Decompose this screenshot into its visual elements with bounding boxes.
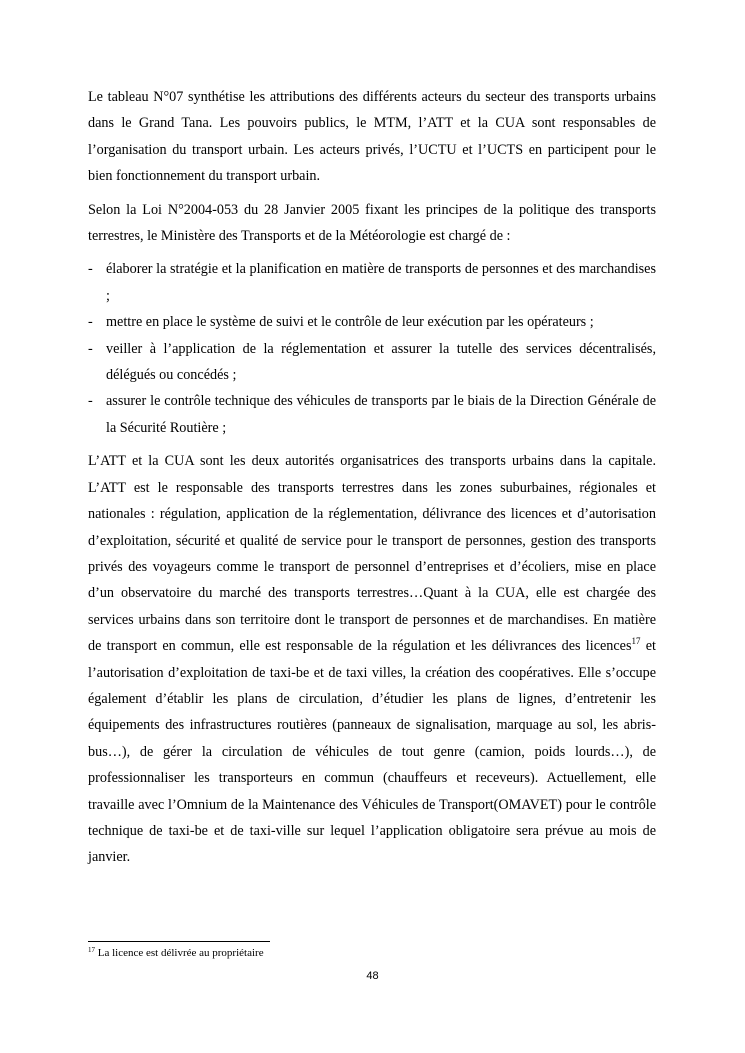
paragraph-att-cua <box>88 448 656 871</box>
paragraph-tableau-synthese: Le tableau N°07 synthétise les attributions des différents acteurs du secteur des transports urbains dans le Grand Tana. Les pouvoirs publics, le MTM, l’ATT et la CUA sont responsables de l’organisation du transport urbain. Les acteurs privés, l’UCTU et l’UCTS en participent pour le bien fonctionnement du transport urbain. <box>88 89 656 185</box>
paragraph-att-cua-part1: L’ATT et la CUA sont les deux autorités organisatrices des transports urbains dans la capitale. L’ATT est le responsable des transports terrestres dans les zones suburbaines, régionales et nationales : régulation, application de la réglementation, délivrance des licences et d’autorisation d’exploitation, sécurité et qualité de service pour le transport de personnes, gestion des transports privés des voyageurs comme le transport de personnel d’entreprises et d’écoliers, mise en place d’un observatoire du marché des transports terrestres…Quant à la CUA, elle est chargée des services urbains dans son territoire dont le transport de personnes et de marchandises. En matière de transport en commun, elle est responsable de la régulation et les délivrances des licences <box>88 453 656 655</box>
paragraph-loi-2004-053: Selon la Loi N°2004-053 du 28 Janvier 2005 fixant les principes de la politique des transports terrestres, le Ministère des Transports et de la Météorologie est chargé de : <box>88 201 656 245</box>
bullet-dash: - <box>88 340 93 357</box>
page-body <box>88 84 656 878</box>
footnote-reference[interactable]: 17 <box>631 636 641 647</box>
footnote-number: 17 <box>88 946 95 954</box>
list-item <box>88 336 656 389</box>
footnote <box>88 946 264 960</box>
footnote-text: La licence est délivrée au propriétaire <box>95 947 264 959</box>
list-item-text: mettre en place le système de suivi et le contrôle de leur exécution par les opérateurs ; <box>106 314 594 331</box>
list-item <box>88 388 656 441</box>
list-item <box>88 309 656 335</box>
list-item <box>88 256 656 309</box>
bullet-dash: - <box>88 393 93 410</box>
list-item-text: veiller à l’application de la réglementation et assurer la tutelle des services décentralisés, délégués ou concédés ; <box>106 340 656 384</box>
page-number: 48 <box>366 970 379 982</box>
footnote-separator <box>88 941 270 942</box>
ministere-attributions-list <box>88 256 656 441</box>
paragraph-att-cua-part2: et l’autorisation d’exploitation de taxi-be et de taxi villes, la création des coopératives. Elle s’occupe également d’établir les plans de circulation, d’étudier les plans de lignes, d’entretenir les équipements des infrastructures routières (panneaux de signalisation, marquage au sol, les abris-bus…), de gérer la circulation de véhicules de tout genre (camion, poids lourds…), de professionnaliser les transporteurs en commun (chauffeurs et receveurs). Actuellement, elle travaille avec l’Omnium de la Maintenance des Véhicules de Transport(OMAVET) pour le contrôle technique de taxi-be et de taxi-ville sur lequel l’application obligatoire sera prévue au mois de janvier. <box>88 638 656 866</box>
bullet-dash: - <box>88 261 93 278</box>
bullet-dash: - <box>88 314 93 331</box>
list-item-text: élaborer la stratégie et la planification en matière de transports de personnes et des marchandises ; <box>106 261 656 304</box>
list-item-text: assurer le contrôle technique des véhicules de transports par le biais de la Direction Générale de la Sécurité Routière ; <box>106 393 656 436</box>
